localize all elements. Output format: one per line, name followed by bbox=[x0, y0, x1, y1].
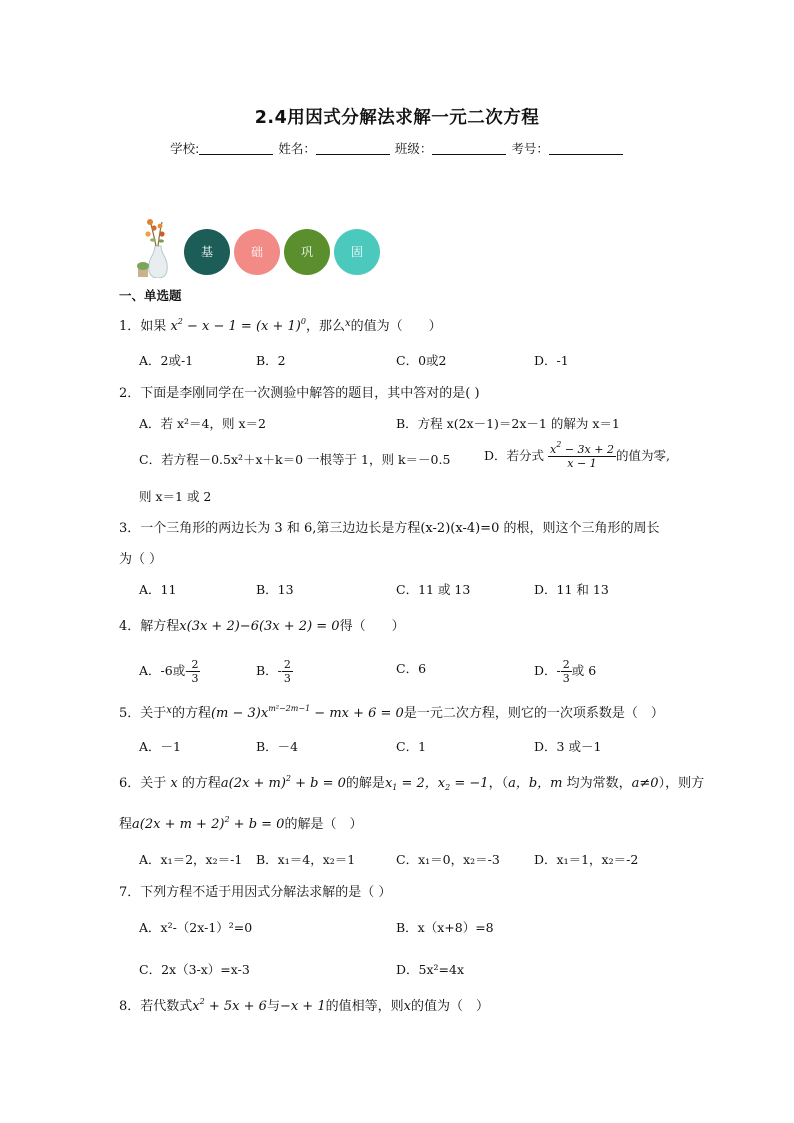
question-6-stem bbox=[119, 775, 704, 793]
q2-option-b[interactable]: B．方程 x(2x－1)＝2x－1 的解为 x＝1 bbox=[396, 416, 620, 431]
q6-option-a[interactable]: A．x₁＝2，x₂＝-1 bbox=[139, 852, 243, 867]
q5-option-c[interactable]: C．1 bbox=[396, 739, 427, 754]
exam-no-label: 考号： bbox=[511, 141, 549, 156]
q2-option-a[interactable]: A．若 x²＝4，则 x＝2 bbox=[139, 416, 266, 431]
q4-option-d-tail: 或 6 bbox=[571, 663, 597, 678]
q6-option-b[interactable]: B．x₁＝4，x₂＝1 bbox=[256, 852, 356, 867]
q6-text-a: 关于 bbox=[140, 776, 167, 791]
q5-option-b[interactable]: B．－4 bbox=[256, 739, 299, 754]
q1-option-a[interactable]: A．2或-1 bbox=[139, 353, 194, 368]
q8-text-a: 若代数式 bbox=[140, 999, 193, 1014]
q3-option-a[interactable]: A．11 bbox=[139, 582, 177, 597]
q4-option-a[interactable] bbox=[139, 658, 200, 685]
q6-constants: a，b，m bbox=[508, 776, 567, 791]
q6-text-c: 的解是 bbox=[345, 776, 385, 791]
q5-formula: $(m - 3)x^{m^2-2m-1}$ − mx + 6 = 0 bbox=[210, 704, 404, 721]
q5-text-a: 关于 bbox=[140, 706, 167, 721]
q6-text-g: 程 bbox=[119, 817, 133, 832]
q5-text-b: 的方程 bbox=[171, 706, 211, 721]
question-number: 8． bbox=[119, 999, 141, 1014]
class-label: 班级： bbox=[394, 141, 433, 156]
q6-roots: $x_1 = 2$，$x_2 = -1$ bbox=[384, 776, 489, 792]
q3-option-d[interactable]: D．11 和 13 bbox=[534, 582, 609, 597]
q5-text-c: 是一元二次方程，则它的一次项系数是（ ） bbox=[403, 706, 664, 721]
plant-vase-icon bbox=[136, 216, 176, 278]
q1-text-c: 的值为（ ） bbox=[350, 319, 442, 334]
q7-option-b[interactable]: B．x（x+8）=8 bbox=[396, 920, 494, 935]
q6-stem-line2 bbox=[119, 816, 362, 834]
q8-expr-2: −x + 1 bbox=[279, 999, 326, 1014]
question-number: 7． bbox=[119, 885, 141, 900]
name-label: 姓名： bbox=[278, 141, 316, 156]
question-number: 6． bbox=[119, 776, 141, 791]
badge-label: 巩 bbox=[300, 245, 313, 259]
question-5-stem bbox=[119, 702, 664, 723]
q6-text-d: ，（ bbox=[488, 776, 509, 791]
q7-option-d[interactable]: D．5x²=4x bbox=[396, 962, 465, 977]
q4-formula: x(3x + 2)−6(3x + 2) = 0 bbox=[179, 619, 340, 634]
question-4-stem bbox=[119, 618, 405, 636]
q2-option-d-cont: 则 x＝1 或 2 bbox=[139, 489, 212, 504]
q2-option-d[interactable] bbox=[484, 440, 670, 470]
q2-text: 下面是李刚同学在一次测验中解答的题目，其中答对的是( ) bbox=[140, 386, 480, 401]
info-line bbox=[0, 139, 794, 157]
q4-option-a-text: A．-6或- bbox=[139, 663, 190, 678]
school-label: 学校: bbox=[170, 141, 200, 156]
q3-option-b[interactable]: B．13 bbox=[256, 582, 294, 597]
q7-text: 下列方程不适于用因式分解法求解的是（ ） bbox=[140, 885, 392, 900]
question-number: 3． bbox=[119, 521, 141, 536]
q6-option-c[interactable]: C．x₁＝0，x₂＝-3 bbox=[396, 852, 500, 867]
question-number: 2． bbox=[119, 386, 141, 401]
q6-text-f: ），则方 bbox=[658, 776, 705, 791]
q2-option-d-text: D．若分式 bbox=[484, 448, 545, 463]
q4-option-b-text: B．- bbox=[256, 663, 282, 678]
q1-option-c[interactable]: C．0或2 bbox=[396, 353, 447, 368]
q1-formula: $x^2 - x - 1 = (x + 1)^0$ bbox=[170, 317, 306, 334]
question-number: 5． bbox=[119, 706, 141, 721]
q1-text-a: 如果 bbox=[140, 319, 167, 334]
q2-option-d-tail: 的值为零, bbox=[615, 448, 670, 463]
q4-option-c[interactable]: C．6 bbox=[396, 661, 427, 676]
q4-text-a: 解方程 bbox=[140, 619, 180, 634]
question-8-stem bbox=[119, 998, 489, 1016]
q6-option-d[interactable]: D．x₁＝1，x₂＝-2 bbox=[534, 852, 639, 867]
badge-gu bbox=[334, 229, 380, 275]
q8-text-c: 的值相等，则 bbox=[325, 999, 404, 1014]
q4-fraction-a: $\frac{2}{3}$ bbox=[191, 658, 199, 685]
page-title: 2.4用因式分解法求解一元二次方程 bbox=[254, 108, 540, 128]
badge-label: 固 bbox=[350, 245, 363, 259]
question-2-stem bbox=[119, 385, 480, 403]
q8-var: x bbox=[403, 999, 411, 1014]
q3-stem-line2: 为（ ） bbox=[119, 552, 163, 567]
q3-option-c[interactable]: C．11 或 13 bbox=[396, 582, 471, 597]
q4-option-d[interactable] bbox=[534, 658, 596, 685]
q1-var: x bbox=[344, 318, 351, 329]
q1-option-b[interactable]: B．2 bbox=[256, 353, 286, 368]
q5-var: x bbox=[166, 705, 172, 716]
q8-text-b: 与 bbox=[266, 999, 280, 1014]
q4-option-d-text: D．- bbox=[534, 663, 561, 678]
badge-label: 基 bbox=[200, 245, 213, 259]
q6-text-b: 的方程 bbox=[181, 776, 221, 791]
badge-ji bbox=[184, 229, 230, 275]
q7-option-a[interactable]: A．x²-（2x-1）²=0 bbox=[139, 920, 253, 935]
question-number: 1． bbox=[119, 319, 141, 334]
q3-text: 一个三角形的两边长为 3 和 6,第三边边长是方程(x-2)(x-4)=0 的根，则这个三角形的周长 bbox=[140, 521, 660, 536]
q8-text-d: 的值为（ ） bbox=[410, 999, 489, 1014]
exam-no-blank bbox=[549, 142, 623, 155]
section-heading: 一、单选题 bbox=[119, 288, 182, 303]
q6-formula-2: $a(2x + m + 2)^2 + b = 0$ bbox=[132, 815, 285, 832]
q6-condition: a≠0 bbox=[631, 776, 659, 791]
question-3-stem bbox=[119, 520, 659, 538]
question-1-stem bbox=[119, 315, 442, 336]
q2-option-c[interactable]: C．若方程－0.5x²＋x＋k＝0 一根等于 1，则 k＝－0.5 bbox=[139, 452, 451, 467]
name-blank bbox=[316, 142, 390, 155]
q6-formula-1: $a(2x + m)^2 + b = 0$ bbox=[220, 774, 346, 791]
q4-text-b: 得（ ） bbox=[339, 619, 405, 634]
q6-var: x bbox=[166, 776, 182, 791]
q4-option-b[interactable] bbox=[256, 658, 293, 685]
q1-option-d[interactable]: D．-1 bbox=[534, 353, 569, 368]
q6-text-h: 的解是（ ） bbox=[284, 817, 363, 832]
question-7-stem bbox=[119, 884, 391, 902]
q4-fraction-b: $\frac{2}{3}$ bbox=[283, 658, 291, 685]
q8-expr-1: $x^2 + 5x + 6$ bbox=[192, 997, 267, 1014]
q4-fraction-d: $\frac{2}{3}$ bbox=[562, 658, 570, 685]
q5-option-d[interactable]: D．3 或－1 bbox=[534, 739, 602, 754]
class-blank bbox=[432, 142, 506, 155]
badge-label: 础 bbox=[250, 245, 263, 259]
q6-text-e: 均为常数， bbox=[566, 776, 632, 791]
q2-fraction: $\frac{x^2 - 3x + 2}{x - 1}$ bbox=[550, 440, 614, 470]
badge-gong bbox=[284, 229, 330, 275]
q1-text-b: ，那么 bbox=[305, 319, 345, 334]
q7-option-c[interactable]: C．2x（3-x）=x-3 bbox=[139, 962, 250, 977]
question-number: 4． bbox=[119, 619, 141, 634]
q5-option-a[interactable]: A．－1 bbox=[139, 739, 181, 754]
badge-chu bbox=[234, 229, 280, 275]
school-blank bbox=[199, 142, 273, 155]
